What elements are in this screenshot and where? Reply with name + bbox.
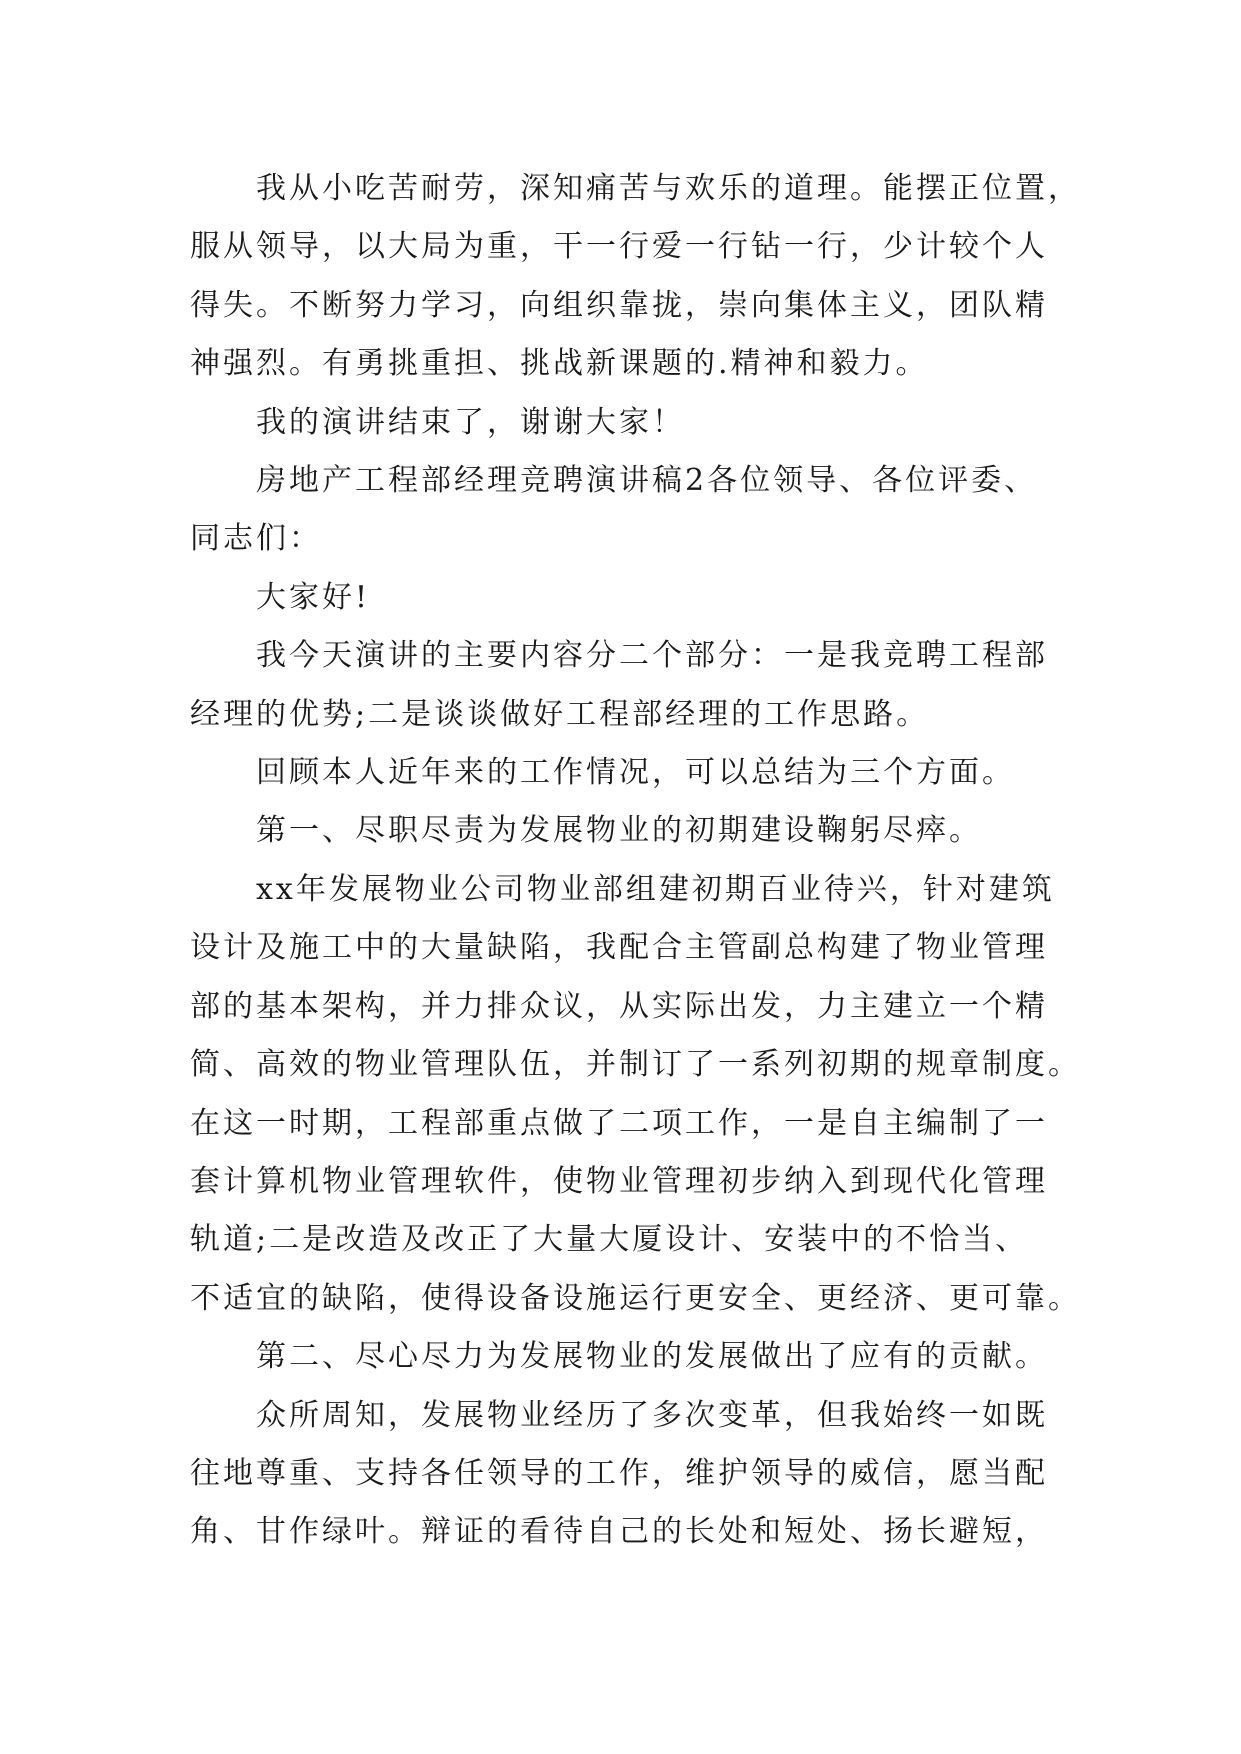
text-line: 设计及施工中的大量缺陷，我配合主管副总构建了物业管理 xyxy=(190,930,1048,966)
paragraph-point-two xyxy=(190,1328,1060,1386)
paragraph-point-one-detail xyxy=(190,861,1081,1328)
text-line: 往地尊重、支持各任领导的工作，维护领导的威信，愿当配 xyxy=(190,1455,1048,1491)
text-line: 大家好! xyxy=(256,579,371,615)
text-line: 我从小吃苦耐劳，深知痛苦与欢乐的道理。能摆正位置， xyxy=(256,171,1081,206)
text-line: 在这一时期，工程部重点做了二项工作，一是自主编制了一 xyxy=(190,1105,1048,1141)
text-line: 我的演讲结束了，谢谢大家！ xyxy=(256,404,685,440)
text-line: 套计算机物业管理软件，使物业管理初步纳入到现代化管理 xyxy=(190,1163,1048,1199)
text-line: 回顾本人近年来的工作情况，可以总结为三个方面。 xyxy=(256,755,1015,791)
text-line: 轨道;二是改造及改正了大量大厦设计、安装中的不恰当、 xyxy=(190,1222,1029,1258)
text-line: 第二、尽心尽力为发展物业的发展做出了应有的贡献。 xyxy=(256,1339,1048,1375)
text-line: 得失。不断努力学习，向组织靠拢，崇向集体主义，团队精 xyxy=(190,287,1048,323)
paragraph-point-two-detail xyxy=(190,1387,1060,1562)
paragraph-outline xyxy=(190,627,1060,744)
paragraph-greeting xyxy=(190,569,1060,627)
text-line: 我今天演讲的主要内容分二个部分：一是我竞聘工程部 xyxy=(256,638,1048,674)
text-line: 房地产工程部经理竞聘演讲稿2各位领导、各位评委、 xyxy=(256,463,1038,499)
text-line: xx年发展物业公司物业部组建初期百业待兴，针对建筑 xyxy=(256,871,1055,907)
text-line: 经理的优势;二是谈谈做好工程部经理的工作思路。 xyxy=(190,696,930,732)
text-line: 众所周知，发展物业经历了多次变革，但我始终一如既 xyxy=(256,1397,1048,1433)
text-line: 不适宜的缺陷，使得设备设施运行更安全、更经济、更可靠。 xyxy=(190,1280,1081,1316)
paragraph-review xyxy=(190,744,1060,802)
text-line: 角、甘作绿叶。辩证的看待自己的长处和短处、扬长避短， xyxy=(190,1514,1048,1550)
paragraph-speech-title xyxy=(190,452,1060,569)
text-line: 部的基本架构，并力排众议，从实际出发，力主建立一个精 xyxy=(190,988,1048,1024)
paragraph-point-one xyxy=(190,802,1060,860)
text-line: 服从领导，以大局为重，干一行爱一行钻一行，少计较个人 xyxy=(190,229,1048,265)
text-line: 第一、尽职尽责为发展物业的初期建设鞠躬尽瘁。 xyxy=(256,813,982,849)
text-line: 简、高效的物业管理队伍，并制订了一系列初期的规章制度。 xyxy=(190,1047,1081,1083)
document-body xyxy=(190,160,1081,1562)
paragraph-self-qualities xyxy=(190,160,1081,394)
text-line: 同志们： xyxy=(190,521,322,557)
text-line: 神强烈。有勇挑重担、挑战新课题的.精神和毅力。 xyxy=(190,346,929,382)
paragraph-closing xyxy=(190,394,1060,452)
